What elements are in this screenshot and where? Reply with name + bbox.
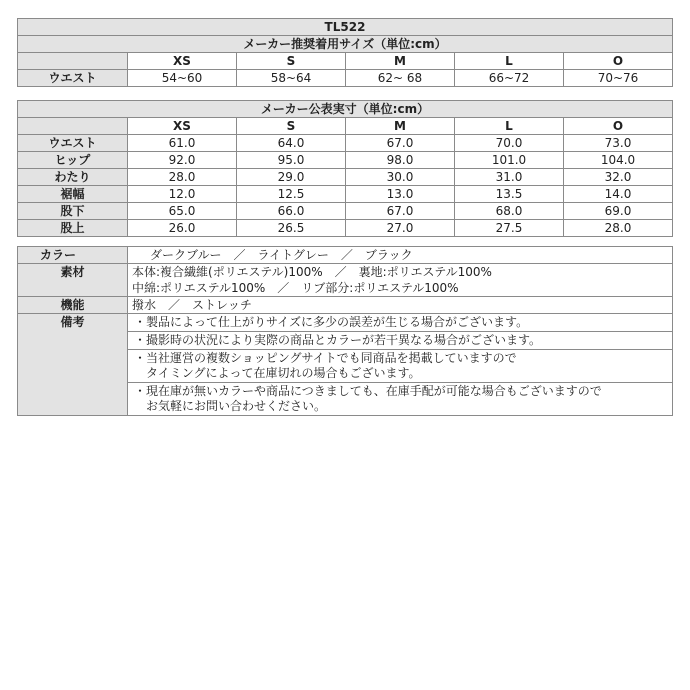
function-label: 機能 [18, 297, 128, 314]
cell: 65.0 [128, 203, 237, 220]
size-l: L [455, 53, 564, 70]
cell: 12.5 [237, 186, 346, 203]
cell: 26.5 [237, 220, 346, 237]
note-line: タイミングによって在庫切れの場合もございます。 [146, 366, 421, 380]
cell: 13.0 [346, 186, 455, 203]
table-row [18, 135, 673, 152]
row-label: 股上 [18, 220, 128, 237]
note-row [18, 314, 673, 332]
row-label: ヒップ [18, 152, 128, 169]
table-row [18, 152, 673, 169]
cell: 64.0 [237, 135, 346, 152]
color-label: カラー [18, 247, 128, 264]
cell: 31.0 [455, 169, 564, 186]
cell: 12.0 [128, 186, 237, 203]
cell: 27.0 [346, 220, 455, 237]
cell: 92.0 [128, 152, 237, 169]
note-item [128, 350, 673, 383]
size-header-row [18, 53, 673, 70]
cell: 27.5 [455, 220, 564, 237]
material-value [128, 264, 673, 297]
cell: 67.0 [346, 203, 455, 220]
cell: 66.0 [237, 203, 346, 220]
size-s: S [237, 53, 346, 70]
cell: 67.0 [346, 135, 455, 152]
table-row [18, 70, 673, 87]
cell: 104.0 [564, 152, 673, 169]
size-l: L [455, 118, 564, 135]
model-number: TL522 [18, 19, 673, 36]
note-line: お気軽にお問い合わせください。 [146, 399, 327, 413]
cell: 28.0 [564, 220, 673, 237]
cell: 98.0 [346, 152, 455, 169]
color-row [18, 247, 673, 264]
size-m: M [346, 53, 455, 70]
table-row [18, 169, 673, 186]
cell: 62~ 68 [346, 70, 455, 87]
material-line: 中綿:ポリエステル100% ／ リブ部分:ポリエステル100% [132, 281, 459, 295]
row-label: ウエスト [18, 70, 128, 87]
row-label: ウエスト [18, 135, 128, 152]
size-m: M [346, 118, 455, 135]
size-o: O [564, 53, 673, 70]
size-s: S [237, 118, 346, 135]
material-row [18, 264, 673, 297]
cell: 69.0 [564, 203, 673, 220]
size-header-row [18, 118, 673, 135]
cell: 54~60 [128, 70, 237, 87]
row-label: 股下 [18, 203, 128, 220]
notes-label: 備考 [18, 314, 128, 416]
cell: 14.0 [564, 186, 673, 203]
material-line: 本体:複合繊維(ポリエステル)100% ／ 裏地:ポリエステル100% [132, 265, 492, 279]
function-row [18, 297, 673, 314]
note-item: ・撮影時の状況により実際の商品とカラーが若干異なる場合がございます。 [128, 332, 673, 350]
cell: 61.0 [128, 135, 237, 152]
cell: 32.0 [564, 169, 673, 186]
cell: 58~64 [237, 70, 346, 87]
recommended-size-title: メーカー推奨着用サイズ（単位:cm） [18, 36, 673, 53]
actual-size-title: メーカー公表実寸（単位:cm） [18, 101, 673, 118]
row-label: 裾幅 [18, 186, 128, 203]
size-xs: XS [128, 53, 237, 70]
cell: 70~76 [564, 70, 673, 87]
color-value: ダークブルー ／ ライトグレー ／ ブラック [128, 247, 673, 264]
table-row [18, 203, 673, 220]
material-label: 素材 [18, 264, 128, 297]
note-item [128, 383, 673, 416]
product-details-table [17, 246, 673, 416]
cell: 26.0 [128, 220, 237, 237]
cell: 73.0 [564, 135, 673, 152]
row-label: わたり [18, 169, 128, 186]
table-row [18, 186, 673, 203]
cell: 29.0 [237, 169, 346, 186]
cell: 95.0 [237, 152, 346, 169]
note-line: ・現在庫が無いカラーや商品につきましても、在庫手配が可能な場合もございますので [134, 384, 602, 398]
function-value: 撥水 ／ ストレッチ [128, 297, 673, 314]
cell: 13.5 [455, 186, 564, 203]
actual-size-table [17, 100, 673, 237]
cell: 30.0 [346, 169, 455, 186]
corner-cell [18, 53, 128, 70]
cell: 66~72 [455, 70, 564, 87]
note-item: ・製品によって仕上がりサイズに多少の誤差が生じる場合がございます。 [128, 314, 673, 332]
recommended-size-table [17, 18, 673, 87]
cell: 101.0 [455, 152, 564, 169]
note-line: ・当社運営の複数ショッピングサイトでも同商品を掲載していますので [134, 351, 517, 365]
size-o: O [564, 118, 673, 135]
size-xs: XS [128, 118, 237, 135]
table-row [18, 220, 673, 237]
cell: 68.0 [455, 203, 564, 220]
cell: 70.0 [455, 135, 564, 152]
corner-cell [18, 118, 128, 135]
cell: 28.0 [128, 169, 237, 186]
